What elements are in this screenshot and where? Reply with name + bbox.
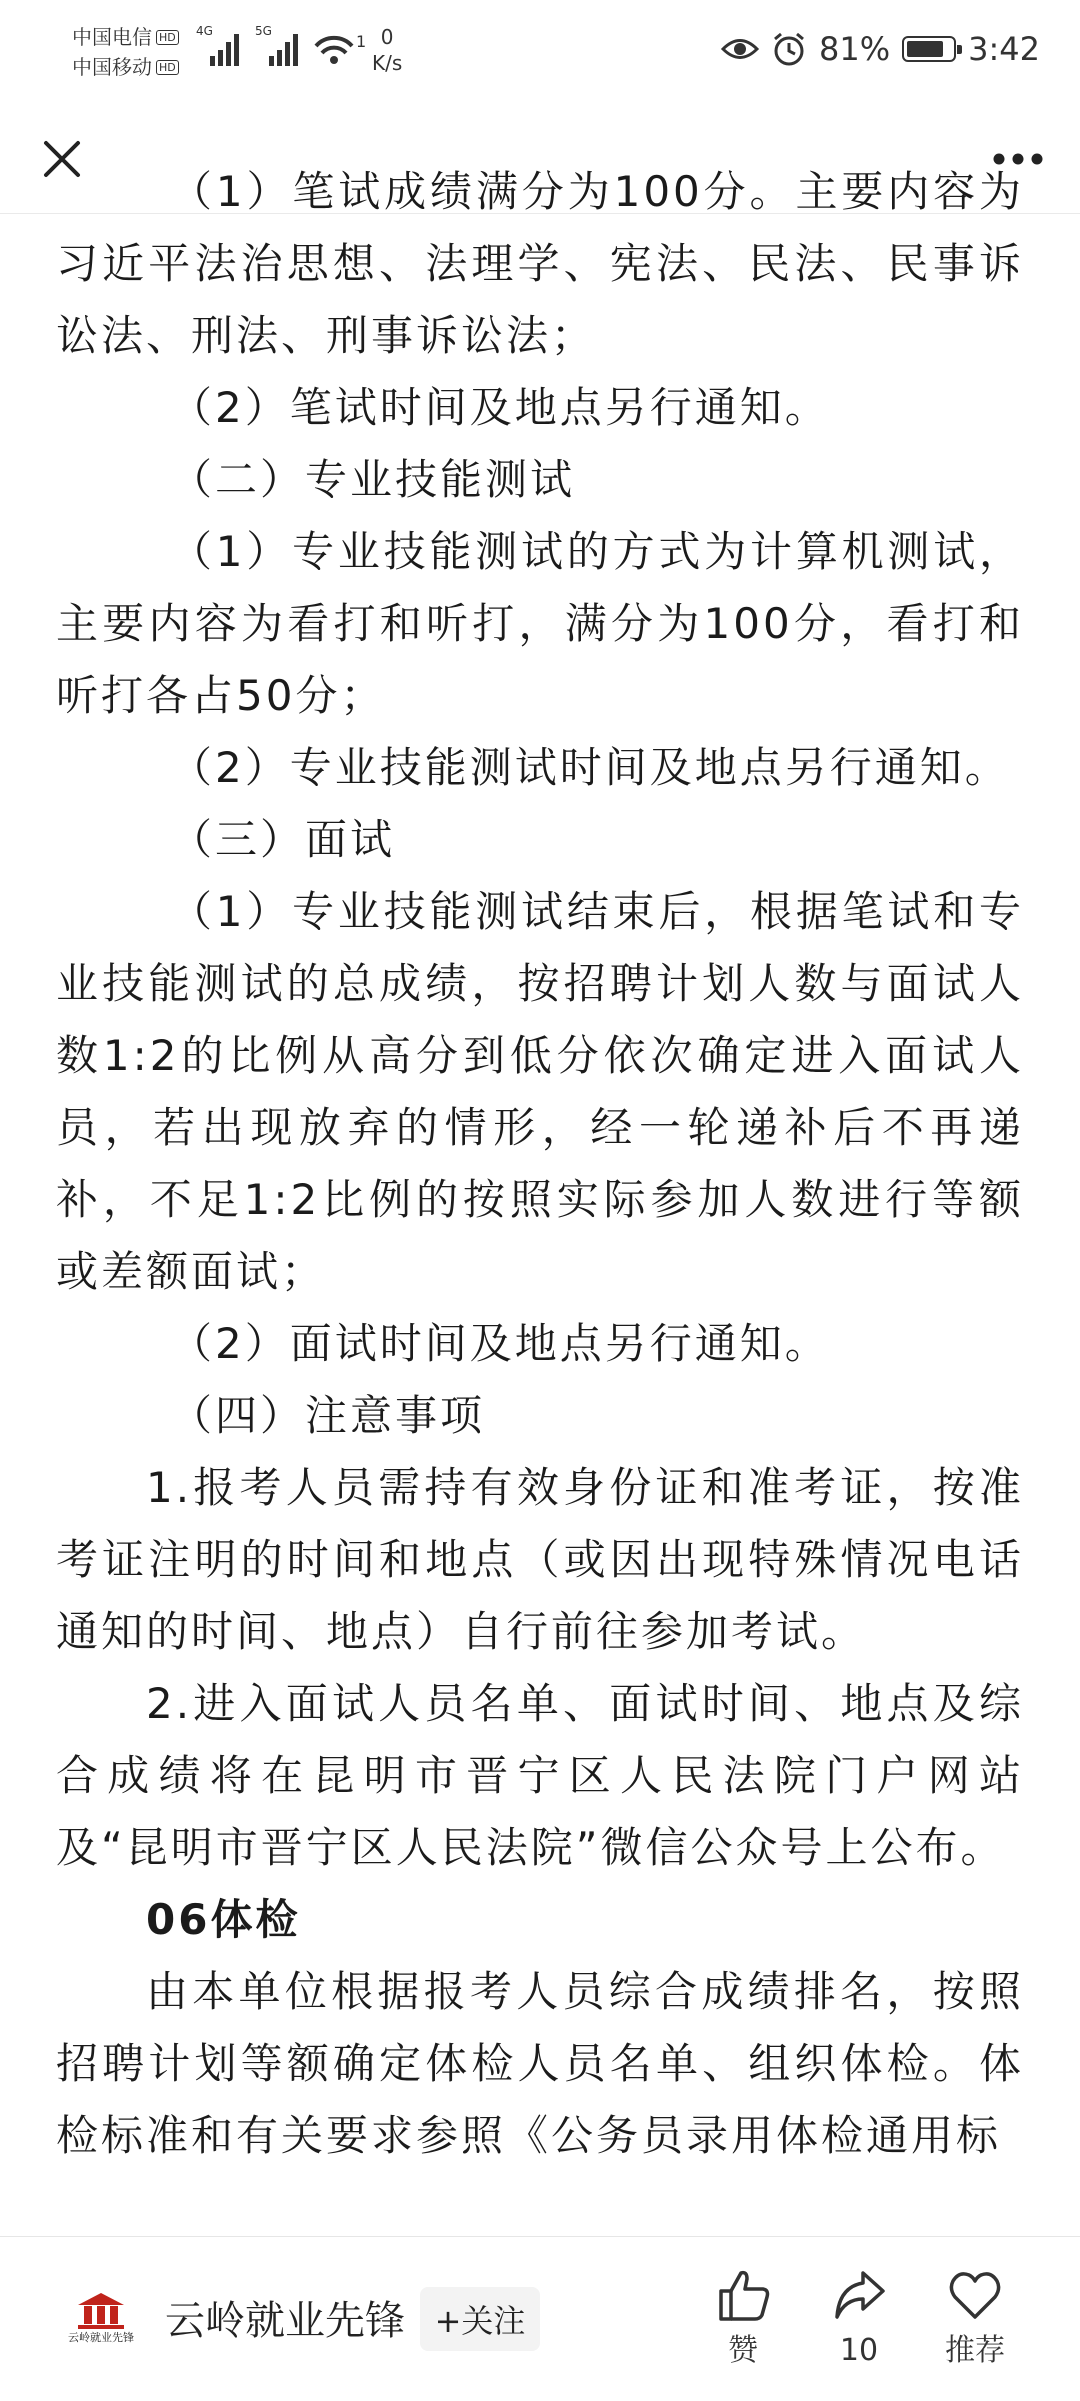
paragraph: （1）专业技能测试的方式为计算机测试，主要内容为看打和听打，满分为100分，看打和听打各占50分； [56,527,1024,720]
heart-icon [947,2267,1003,2323]
status-right [721,30,1040,68]
network-speed [372,24,402,76]
svg-text:云岭就业先锋: 云岭就业先锋 [68,2331,134,2344]
carrier-2-name: 中国移动 [72,55,152,79]
status-bar [0,0,1080,105]
bottom-bar [0,2236,1080,2401]
carrier-1 [72,22,179,52]
hd-badge: HD [156,30,179,45]
follow-button[interactable]: +关注 [420,2287,540,2351]
share-count: 10 [839,2333,879,2368]
subheading: （二）专业技能测试 [170,455,576,504]
battery-percent: 81% [819,30,891,68]
article-body [0,167,1080,2236]
wifi-sub: 1 [356,32,367,51]
paragraph: （2）笔试时间及地点另行通知。 [170,383,830,432]
recommend-label: 推荐 [945,2333,1005,2368]
paragraph: 2.进入面试人员名单、面试时间、地点及综合成绩将在昆明市晋宁区人民法院门户网站及“昆明市晋宁区人民法院”微信公众号上公布。 [56,1679,1024,1872]
like-button[interactable] [688,2267,798,2369]
recommend-button[interactable] [920,2267,1030,2369]
account-logo-image [56,2289,146,2349]
paragraph: （2）面试时间及地点另行通知。 [170,1319,830,1368]
signal-4g [196,24,242,68]
net-type-5g: 5G [255,24,272,38]
carrier-2 [72,52,179,82]
paragraph: （1）笔试成绩满分为100分。主要内容为习近平法治思想、法理学、宪法、民法、民事诉讼法、刑法、刑事诉讼法； [56,167,1024,360]
clock: 3:42 [968,30,1040,68]
thumb-up-icon [715,2267,771,2323]
account-name[interactable]: 云岭就业先锋 [165,2298,405,2344]
account-logo[interactable] [56,2289,146,2349]
share-button[interactable] [804,2267,914,2369]
eye-icon [721,34,759,64]
wifi-icon [312,32,356,68]
speed-unit: K/s [372,51,403,75]
paragraph: （2）专业技能测试时间及地点另行通知。 [170,743,1010,792]
subheading: （四）注意事项 [170,1391,486,1440]
wifi [312,32,367,68]
paragraph: 由本单位根据报考人员综合成绩排名，按照招聘计划等额确定体检人员名单、组织体检。体检标准和有关要求参照《公务员录用体检通用标 [56,1967,1024,2160]
share-icon [831,2267,887,2323]
hd-badge: HD [156,60,179,75]
carrier-info [72,22,179,82]
net-type-4g: 4G [196,24,213,38]
alarm-icon [771,31,807,67]
paragraph: （1）专业技能测试结束后，根据笔试和专业技能测试的总成绩，按招聘计划人数与面试人数1:2的比例从高分到低分依次确定进入面试人员，若出现放弃的情形，经一轮递补后不再递补，不足1:2比例的按照实际参加人数进行等额或差额面试； [56,887,1024,1296]
speed-value: 0 [380,25,394,49]
like-label: 赞 [728,2333,758,2368]
signal-5g [255,24,301,68]
carrier-1-name: 中国电信 [72,25,152,49]
section-heading: 06体检 [146,1895,301,1944]
paragraph: 1.报考人员需持有效身份证和准考证，按准考证注明的时间和地点（或因出现特殊情况电话通知的时间、地点）自行前往参加考试。 [56,1463,1024,1656]
subheading: （三）面试 [170,815,396,864]
battery-icon [902,36,956,62]
